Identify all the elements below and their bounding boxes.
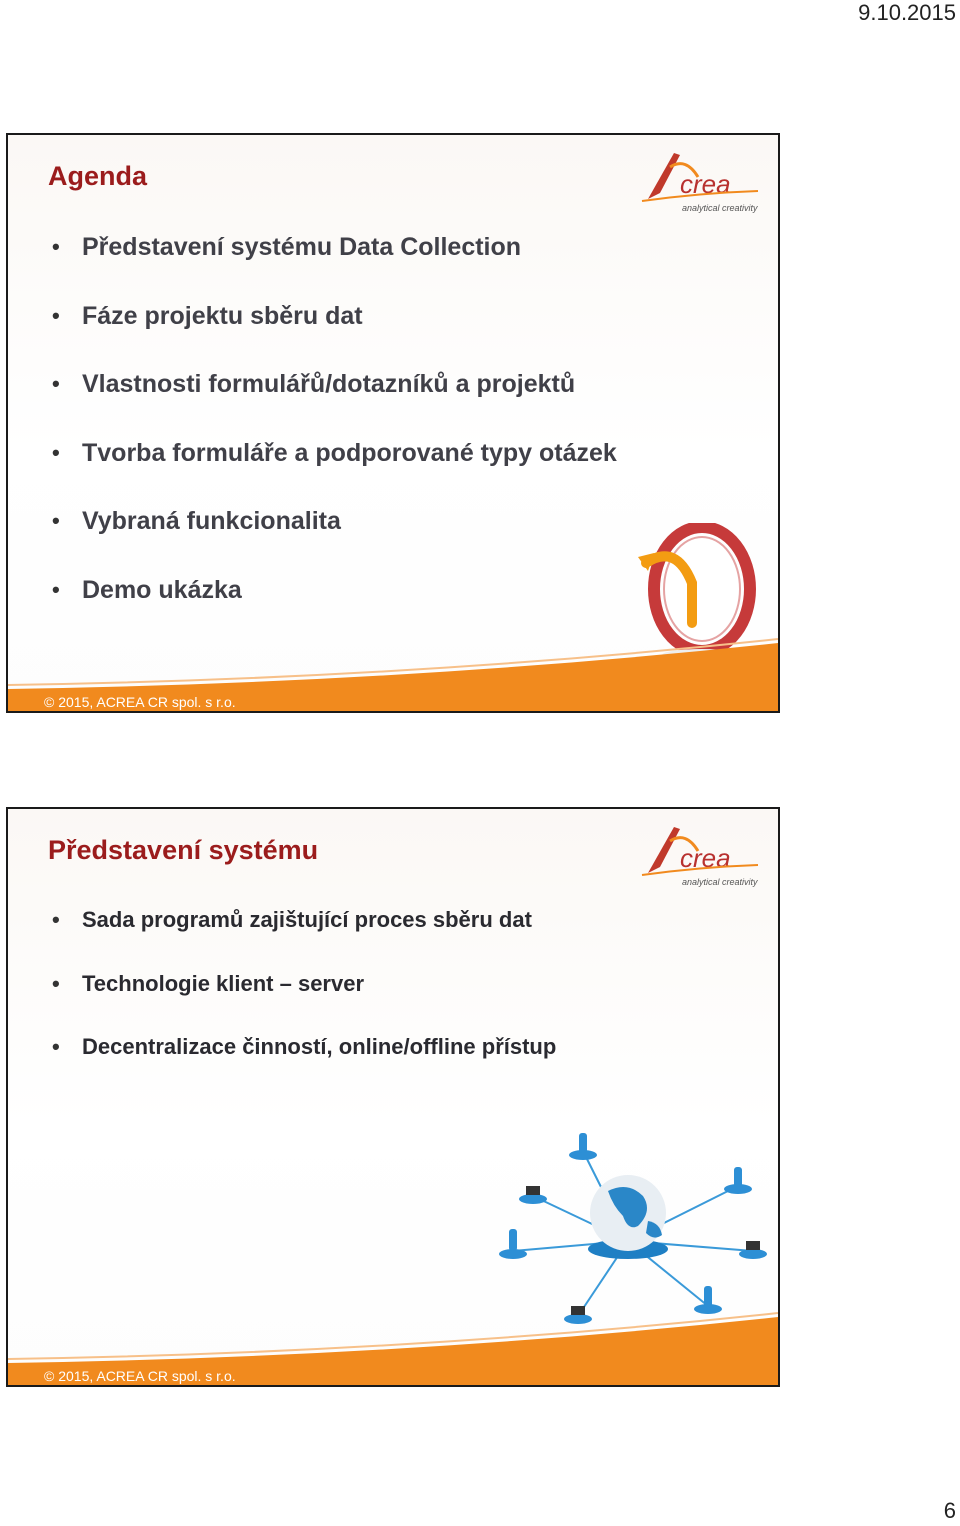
bullet-list	[52, 901, 556, 1092]
bullet-list	[52, 227, 617, 638]
svg-text:crea: crea	[680, 843, 731, 873]
list-item: • Demo ukázka	[52, 570, 617, 639]
acrea-logo	[640, 147, 760, 217]
list-item: • Decentralizace činností, online/offline přístup	[52, 1028, 556, 1092]
slide-title: Představení systému	[48, 835, 319, 865]
copyright-text: © 2015, ACREA CR spol. s r.o.	[44, 694, 236, 710]
svg-text:crea: crea	[680, 169, 731, 199]
list-item: • Technologie klient – server	[52, 965, 556, 1029]
acrea-logo	[640, 821, 760, 891]
slide-title: Agenda	[48, 161, 148, 191]
bullet-icon: •	[52, 302, 60, 328]
list-item: • Fáze projektu sběru dat	[52, 296, 617, 365]
bullet-icon: •	[52, 234, 60, 259]
list-item: • Sada programů zajištující proces sběru dat	[52, 901, 556, 965]
bullet-icon: •	[52, 576, 60, 602]
bullet-icon: •	[52, 439, 60, 465]
bullet-icon: •	[52, 970, 60, 996]
list-item: • Vlastnosti formulářů/dotazníků a projektů	[52, 364, 617, 433]
list-item: • Představení systému Data Collection	[52, 227, 617, 296]
copyright-text: © 2015, ACREA CR spol. s r.o.	[44, 1368, 236, 1384]
slide-system-intro	[6, 807, 780, 1387]
bullet-icon: •	[52, 1034, 60, 1059]
list-item: • Vybraná funkcionalita	[52, 501, 617, 570]
svg-text:analytical creativity: analytical creativity	[682, 203, 758, 213]
list-item: • Tvorba formuláře a podporované typy otázek	[52, 433, 617, 502]
page-date: 9.10.2015	[858, 0, 956, 25]
bullet-icon: •	[52, 371, 60, 396]
bullet-icon: •	[52, 907, 60, 932]
slide-agenda	[6, 133, 780, 713]
svg-text:analytical creativity: analytical creativity	[682, 877, 758, 887]
page-number: 6	[943, 1498, 956, 1523]
bullet-icon: •	[52, 508, 60, 533]
